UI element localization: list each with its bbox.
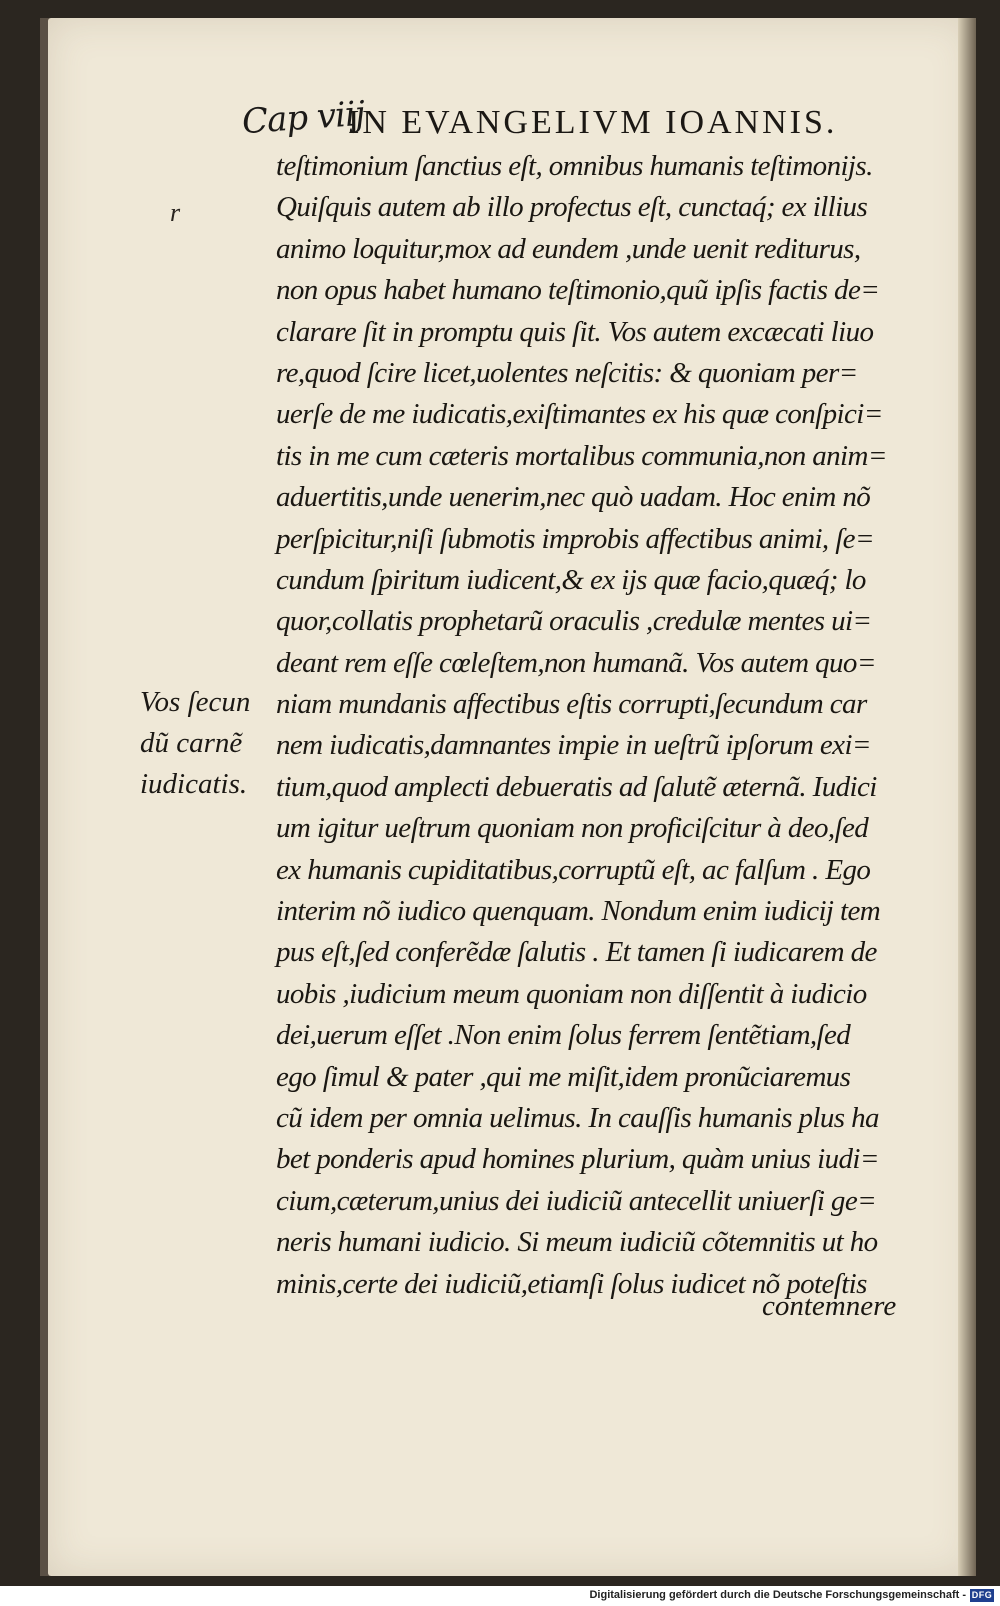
text-line: nem iudicatis,damnantes impie in ueſtrũ ipſorum exi= — [276, 729, 871, 762]
text-line: dei,uerum eſſet .Non enim ſolus ferrem ſentẽtiam,ſed — [276, 1019, 851, 1052]
text-line: ego ſimul & pater ,qui me miſit,idem pronũciaremus — [276, 1060, 851, 1093]
text-line: teſtimonium ſanctius eſt, omnibus humanis teſtimonijs. — [276, 150, 873, 182]
text-line: um igitur ueſtrum quoniam non proficiſcitur à deo,ſed — [276, 812, 869, 845]
margin-note-line: dũ carnẽ — [140, 727, 243, 759]
running-header: IN EVANGELIVM IOANNIS. — [348, 104, 838, 141]
catchword: contemnere — [762, 1290, 897, 1322]
text-line: niam mundanis affectibus eſtis corrupti,ſecundum car — [276, 688, 867, 721]
margin-note-line: iudicatis. — [140, 768, 248, 800]
text-line: cũ idem per omnia uelimus. In cauſſis humanis plus ha — [276, 1101, 879, 1134]
text-line: perſpicitur,niſi ſubmotis improbis affectibus animi, ſe= — [276, 522, 874, 555]
text-line: cium,cæterum,unius dei iudiciũ antecellit uniuerſi ge= — [276, 1184, 877, 1217]
text-line: deant rem eſſe cœleſtem,non humanã. Vos autem quo= — [276, 646, 876, 679]
margin-note-line: Vos ſecun — [140, 686, 251, 718]
text-line: uerſe de me iudicatis,exiſtimantes ex his quæ conſpici= — [276, 398, 883, 431]
book-right-edge — [958, 18, 976, 1576]
text-line: minis,certe dei iudiciũ,etiamſi ſolus iudicet nõ poteſtis — [276, 1267, 867, 1300]
text-line: animo loquitur,mox ad eundem ,unde uenit rediturus, — [276, 232, 861, 265]
text-line: pus eſt,ſed conferẽdæ ſalutis . Et tamen ſi iudicarem de — [276, 936, 877, 969]
text-line: bet ponderis apud homines plurium, quàm unius iudi= — [276, 1143, 879, 1176]
text-line: cundum ſpiritum iudicent,& ex ijs quæ facio,quæq́; lo — [276, 563, 866, 596]
text-line: tium,quod amplecti debueratis ad ſalutẽ æternã. Iudici — [276, 770, 877, 803]
text-line: quor,collatis prophetarũ oraculis ,credulæ mentes ui= — [276, 605, 872, 638]
text-line: Quiſquis autem ab illo profectus eſt, cunctaq́; ex illius — [276, 191, 868, 224]
text-line: interim nõ iudico quenquam. Nondum enim iudicij tem — [276, 895, 881, 928]
body-text — [276, 146, 916, 1305]
text-line: aduertitis,unde uenerim,nec quò uadam. Hoc enim nõ — [276, 481, 871, 514]
text-line: non opus habet humano teſtimonio,quũ ipſis factis de= — [276, 274, 880, 307]
text-line: neris humani iudicio. Si meum iudiciũ cõtemnitis ut ho — [276, 1226, 878, 1259]
digitization-credit: Digitalisierung gefördert durch die Deutsche Forschungsgemeinschaft - — [589, 1589, 966, 1601]
dfg-logo-icon: DFG — [971, 1590, 993, 1600]
handwritten-annotation: Cap viij — [240, 93, 366, 143]
text-line: uobis ,iudicium meum quoniam non diſſentit à iudicio — [276, 977, 867, 1010]
text-line: clarare ſit in promptu quis ſit. Vos autem excæcati liuo — [276, 315, 874, 348]
text-line: tis in me cum cæteris mortalibus communia,non anim= — [276, 439, 887, 472]
text-line: ex humanis cupiditatibus,corruptũ eſt, ac falſum . Ego — [276, 853, 871, 886]
margin-note — [140, 682, 268, 805]
text-line: re,quod ſcire licet,uolentes neſcitis: & quoniam per= — [276, 356, 858, 389]
margin-mark: r — [170, 198, 181, 227]
